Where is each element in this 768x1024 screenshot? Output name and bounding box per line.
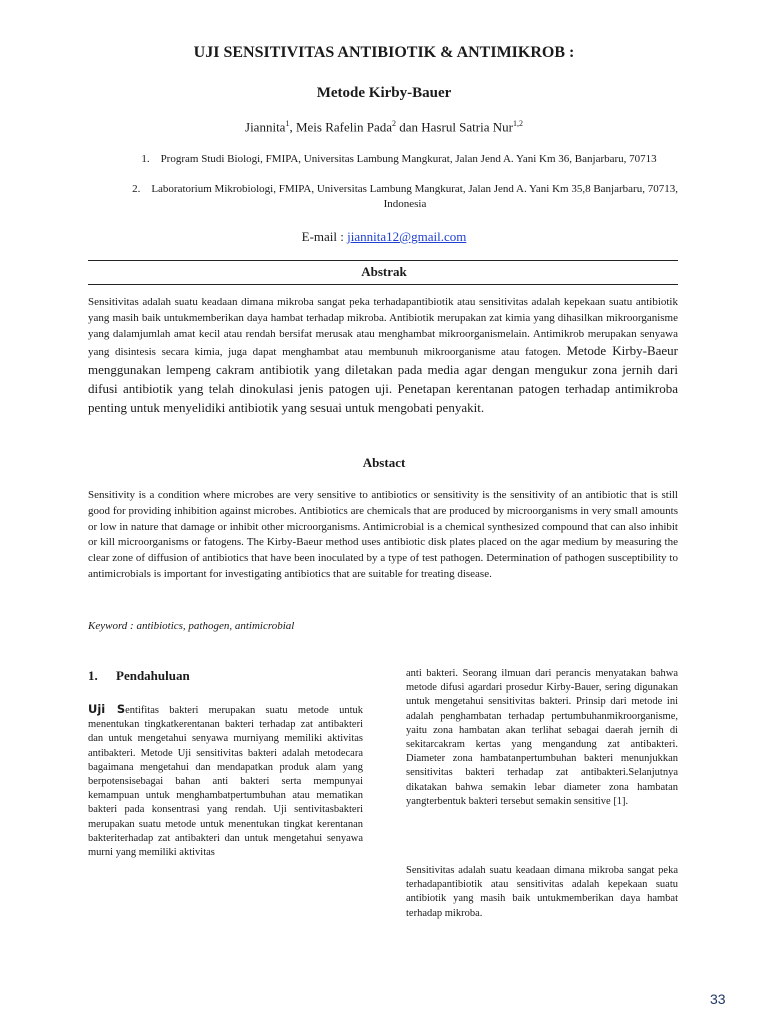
email-link[interactable]: jiannita12@gmail.com [347, 229, 467, 244]
email-line [0, 229, 768, 245]
author-superscript: 1,2 [512, 119, 523, 128]
drop-cap: Uji S [88, 702, 126, 716]
paper-title: UJI SENSITIVITAS ANTIBIOTIK & ANTIMIKROB : [193, 44, 575, 61]
page-number: 33 [710, 991, 726, 1007]
divider [88, 260, 678, 261]
author-name: , Meis Rafelin Pada [289, 119, 392, 135]
left-column-body: entifitas bakteri merupakan suatu metode untuk menentukan tingkatkerentanan bakteri terhadap zat antibakteri dan untuk mengetahui senyawa murniyang memiliki aktivitas antibakteri. Metode Uji sensitivitas bakteri adalah metodecara bagaimana mengetahui dan mendapatkan produk alam yang berpotensisebagai bahan anti bakteri serta mempunyai kemampuan untuk menghambatpertumbuhan atau mematikan bakteri pada konsentrasi yang rendah. Uji sentivitasbakteri merupakan suatu metode untuk menentukan tingkat kerentanan bakteriterhadap zat antibakteri dan untuk mengetahui senyawa murni yang memiliki aktivitas [88, 705, 363, 859]
right-column-paragraph-1: anti bakteri. Seorang ilmuan dari perancis menyatakan bahwa metode difusi agardari prosedur Kirby-Bauer, sering digunakan untuk mengetahui sensitivitas bakteri. Prinsip dari metode ini adalah penghambatan terhadap pertumbuhanmikroorganisme, yaitu zona hambatan akan terlihat sebagai daerah jernih di sekitarcakram kertas yang mengandung zat antibakteri. Diameter zona hambatanpertumbuhan bakteri menunjukkan sensitivitas bakteri terhadap zat antibakteri.Selanjutnya dikatakan bahwa semakin lebar diameter zona hambatan yangterbentuk bakteri tersebut semakin sensitive [1]. [406, 668, 678, 807]
author-name: dan Hasrul Satria Nur [396, 119, 513, 135]
abstract-en-body: Sensitivity is a condition where microbes are very sensitive to antibiotics or sensitivity is the sensitivity of an antibiotic that is still good for providing inhibition against microbes. Antibiotics are chemicals that are produced by microorganisms in very small amounts or low in nature that damage or inhibit other microorganisms. Antimicrobial is a chemical synthesized compound that can also inhibit or kill microorganisms or fatogens. The Kirby-Baeur method uses antibiotic disk plates placed on the agar medium by measuring the clear zone of diffusion of antibiotics that have been inoculated by a type of test pathogen. Determination of pathogen susceptibility to antimicrobials is important for investigating antibiotics that are suitable for treating disease. [88, 489, 678, 580]
email-label: E-mail : [301, 229, 348, 244]
divider [88, 284, 678, 285]
section-title: Pendahuluan [116, 668, 190, 683]
keyword-line: Keyword : antibiotics, pathogen, antimicrobial [88, 620, 295, 632]
affiliation-2: 2. Laboratorium Mikrobiologi, FMIPA, Universitas Lambung Mangkurat, Jalan Jend A. Yani Km 35,8 Banjarbaru, 70713, Indonesia [132, 183, 678, 210]
abstract-text-large: Metode Kirby-Baeur menggunakan lempeng cakram antibiotik yang diletakan pada media agar dengan mengukur zona jernih dari difusi antibiotik yang telah dinokulasi jenis patogen uji. Penetapan kerentanan patogen terhadap antimikroba penting untuk menyelidiki antibiotik yang sesuai untuk mengobati penyakit. [88, 343, 678, 415]
abstract-text-small: Sensitivitas adalah suatu keadaan dimana mikroba sangat peka terhadapantibiotik atau sensitivitas adalah kepekaan suatu antibiotik yang masih baik untukmemberikan daya hambat terhadap mikroba. Antibiotik merupakan zat kimia yang dihasilkan mikroorganisme yang dalamjumlah amat kecil atau rendah bersifat merusak atau menghambat mikroorganismelain. Antimikrob merupakan senyawa yang disintesis secara kimia, juga dapat menghambat atau membunuh mikroorganisme atau fatogen. [88, 296, 678, 359]
abstract-en-heading: Abstact [362, 455, 406, 470]
paper-subtitle: Metode Kirby-Bauer [316, 85, 452, 101]
abstract-body [88, 295, 678, 418]
abstract-heading: Abstrak [361, 264, 407, 279]
section-number: 1. [88, 668, 98, 683]
left-column-text [88, 702, 363, 860]
right-column-paragraph-2: Sensitivitas adalah suatu keadaan dimana mikroba sangat peka terhadapantibiotik atau sensitivitas adalah kepekaan suatu antibiotik yang masih baik untukmemberikan daya hambat terhadap mikroba. [406, 865, 678, 919]
section-heading [88, 668, 190, 684]
author-superscript: 2 [392, 119, 396, 128]
author-superscript: 1 [285, 119, 290, 128]
affiliation-1: 1. Program Studi Biologi, FMIPA, Universitas Lambung Mangkurat, Jalan Jend A. Yani Km 36, Banjarbaru, 70713 [141, 153, 657, 165]
author-name: Jiannita [245, 119, 286, 135]
author-line [0, 119, 768, 135]
